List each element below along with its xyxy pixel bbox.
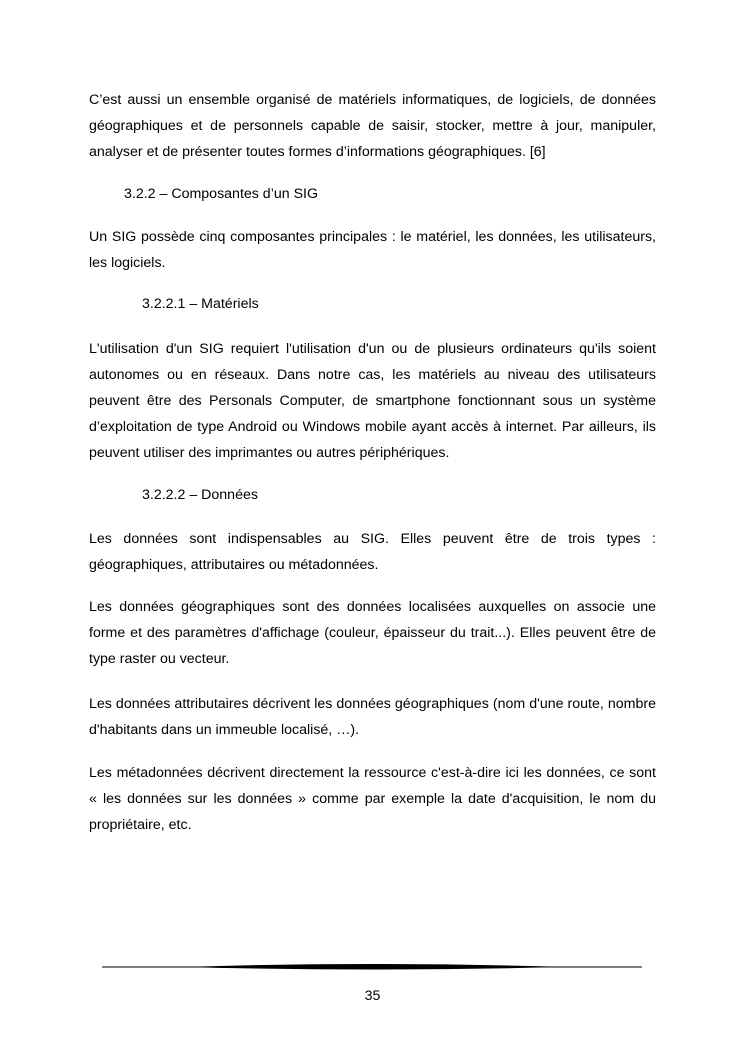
paragraph-attr-data: Les données attributaires décrivent les données géographiques (nom d'une route, nombre d'habitants dans un immeuble localisé, …). [89, 696, 656, 738]
page-number: 35 [364, 988, 381, 1004]
paragraph-metadata: Les métadonnées décrivent directement la ressource c'est-à-dire ici les données, ce sont « les données sur les données » comme par exemple la date d'acquisition, le nom du propriétaire, etc. [89, 765, 656, 833]
footer-rule [102, 960, 642, 974]
heading-composantes: 3.2.2 – Composantes d’un SIG [124, 186, 319, 202]
heading-donnees: 3.2.2.2 – Données [142, 487, 258, 503]
paragraph-data-types: Les données sont indispensables au SIG. Elles peuvent être de trois types : géographiques, attributaires ou métadonnées. [89, 531, 656, 573]
heading-materiels: 3.2.2.1 – Matériels [142, 296, 259, 312]
paragraph-intro: C’est aussi un ensemble organisé de matériels informatiques, de logiciels, de données géographiques et de personnels capable de saisir, stocker, mettre à jour, manipuler, analyser et de présenter toutes formes d’informations géographiques. [6] [89, 92, 656, 160]
paragraph-hardware: L'utilisation d'un SIG requiert l'utilisation d'un ou de plusieurs ordinateurs qu'ils soient autonomes ou en réseaux. Dans notre cas, les matériels au niveau des utilisateurs peuvent être des Personals Computer, de smartphone fonctionnant sous un système d’exploitation de type Android ou Windows mobile ayant accès à internet. Par ailleurs, ils peuvent utiliser des imprimantes ou autres périphériques. [89, 341, 656, 461]
paragraph-geo-data: Les données géographiques sont des données localisées auxquelles on associe une forme et des paramètres d'affichage (couleur, épaisseur du trait...). Elles peuvent être de type raster ou vecteur. [89, 599, 656, 667]
paragraph-components: Un SIG possède cinq composantes principales : le matériel, les données, les utilisateurs, les logiciels. [89, 229, 656, 271]
